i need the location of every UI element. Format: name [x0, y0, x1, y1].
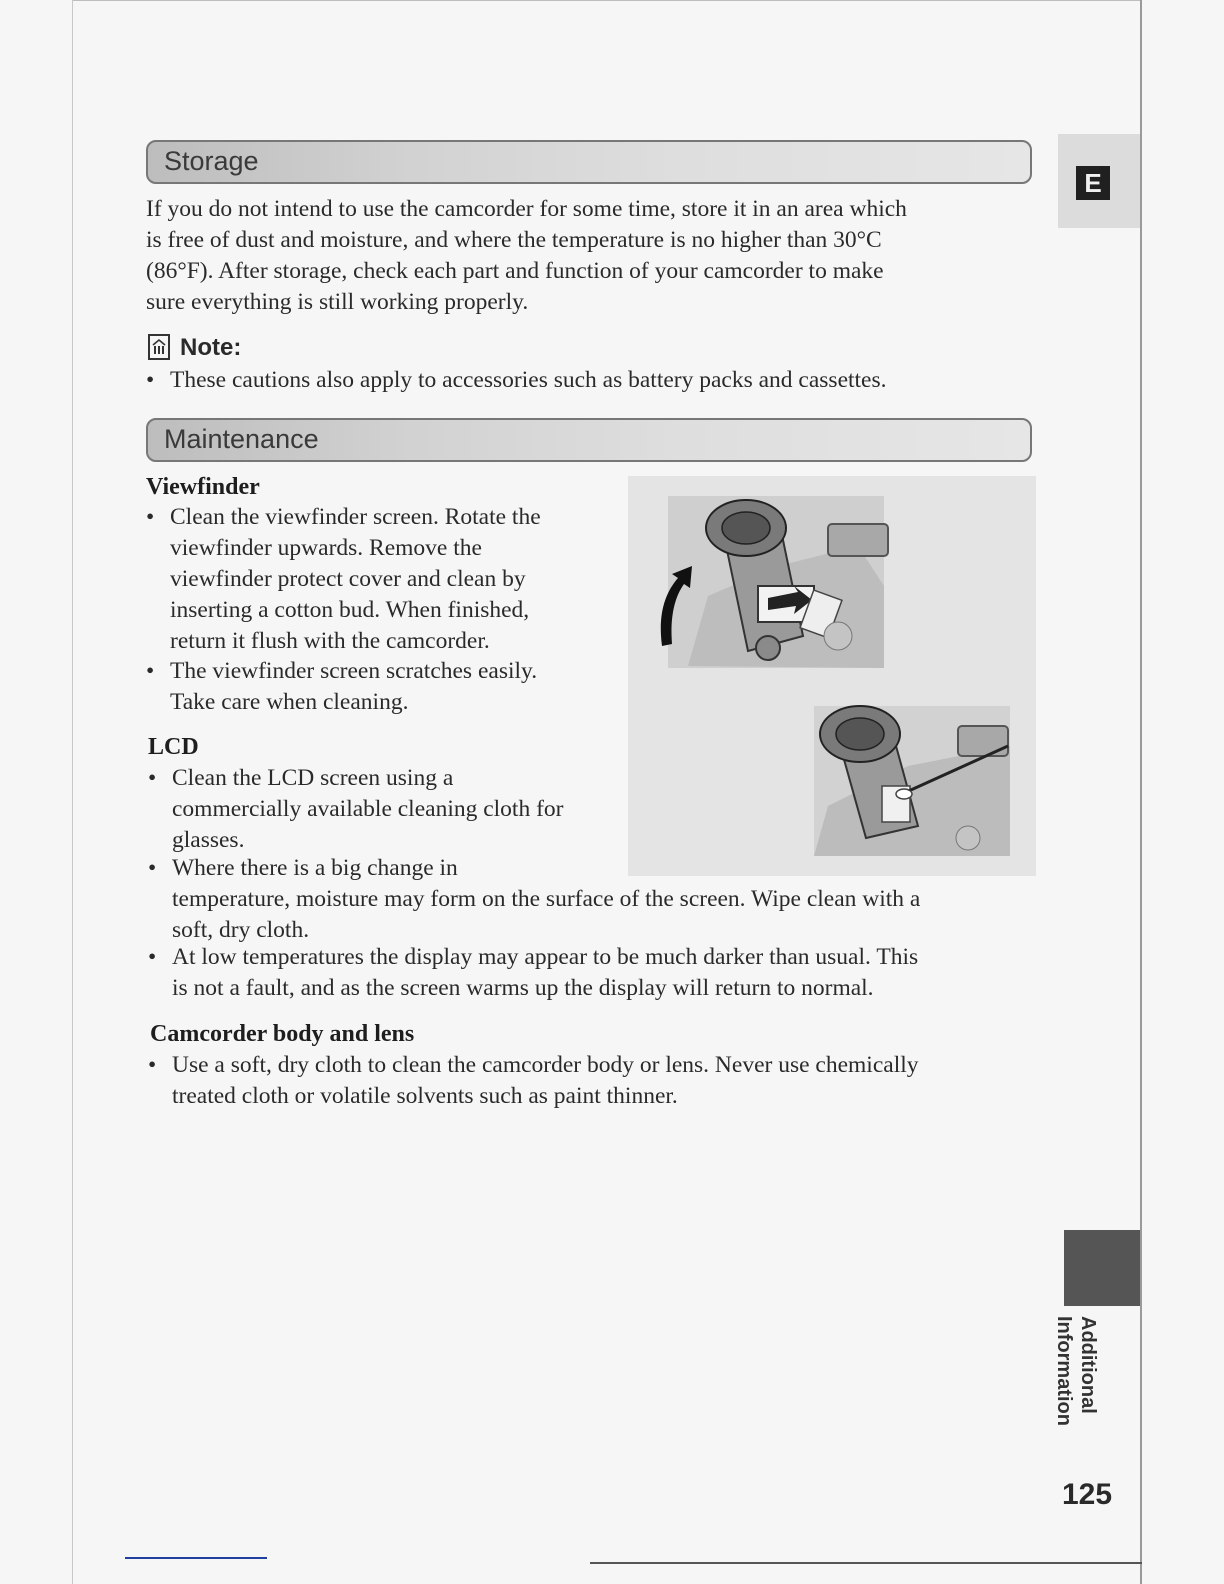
maintenance-title: Maintenance: [164, 424, 319, 454]
text-line: glasses.: [172, 827, 245, 853]
page-right-edge: [1140, 0, 1142, 1584]
note-heading: [148, 334, 241, 362]
bullet-dot: •: [148, 1052, 157, 1078]
text-line: Clean the viewfinder screen. Rotate the: [170, 504, 541, 530]
storage-section-bar: [146, 140, 1032, 184]
viewfinder-bullet-1: [146, 502, 541, 657]
viewfinder-rotate-figure: [661, 496, 888, 668]
lcd-bullet-3: [148, 942, 919, 1004]
note-heading-text: Note:: [180, 334, 242, 361]
text-line: Use a soft, dry cloth to clean the camcorder body or lens. Never use chemically: [172, 1052, 919, 1078]
viewfinder-heading: Viewfinder: [146, 474, 260, 500]
viewfinder-cotton-bud-figure: [814, 706, 1010, 856]
storage-line: If you do not intend to use the camcorder for some time, store it in an area which: [146, 196, 907, 222]
bottom-rule-blue: [125, 1557, 267, 1559]
text-line: Where there is a big change in: [172, 855, 458, 881]
section-tab-label: [1052, 1316, 1100, 1426]
bullet-dot: •: [148, 765, 157, 791]
camcorder-body-heading: Camcorder body and lens: [150, 1021, 415, 1047]
language-tab: [1058, 134, 1140, 228]
section-tab-marker: [1064, 1230, 1140, 1306]
text-line: Clean the LCD screen using a: [172, 765, 454, 791]
language-tab-letter: E: [1076, 166, 1110, 200]
viewfinder-cleaning-illustration: [628, 476, 1036, 876]
text-line: viewfinder upwards. Remove the: [170, 535, 482, 561]
storage-line: (86°F). After storage, check each part and function of your camcorder to make: [146, 258, 884, 284]
lcd-heading: LCD: [148, 734, 199, 760]
note-text: These cautions also apply to accessories such as battery packs and cassettes.: [170, 367, 887, 393]
note-icon: [148, 334, 170, 360]
storage-title: Storage: [164, 146, 259, 176]
lcd-bullet-1: [148, 763, 564, 856]
text-line: return it flush with the camcorder.: [170, 628, 490, 654]
text-line: Take care when cleaning.: [170, 689, 409, 715]
text-line: is not a fault, and as the screen warms up the display will return to normal.: [172, 975, 874, 1001]
text-line: viewfinder protect cover and clean by: [170, 566, 526, 592]
storage-line: sure everything is still working properly.: [146, 289, 529, 315]
page-number: 125: [1062, 1478, 1113, 1511]
viewfinder-bullet-2: [146, 656, 538, 718]
page-top-edge: [72, 0, 1142, 1]
note-bullet: [146, 365, 887, 396]
storage-line: is free of dust and moisture, and where the temperature is no higher than 30°C: [146, 227, 882, 253]
maintenance-section-bar: [146, 418, 1032, 462]
camcorder-body-bullet-1: [148, 1050, 919, 1112]
bullet-dot: •: [148, 944, 157, 970]
text-line: temperature, moisture may form on the surface of the screen. Wipe clean with a: [172, 886, 921, 912]
text-line: commercially available cleaning cloth for: [172, 796, 564, 822]
text-line: soft, dry cloth.: [172, 917, 310, 943]
bottom-rule: [590, 1562, 1142, 1564]
text-line: At low temperatures the display may appear to be much darker than usual. This: [172, 944, 919, 970]
bullet-dot: •: [146, 504, 155, 530]
storage-paragraph: [146, 194, 907, 318]
text-line: treated cloth or volatile solvents such as paint thinner.: [172, 1083, 678, 1109]
bullet-dot: •: [146, 658, 155, 684]
bullet-dot: •: [146, 367, 155, 393]
text-line: inserting a cotton bud. When finished,: [170, 597, 530, 623]
bullet-dot: •: [148, 855, 157, 881]
page-left-edge: [72, 0, 73, 1584]
text-line: The viewfinder screen scratches easily.: [170, 658, 538, 684]
section-tab-line: Information: [1053, 1316, 1075, 1426]
section-tab-line: Additional: [1077, 1316, 1099, 1414]
